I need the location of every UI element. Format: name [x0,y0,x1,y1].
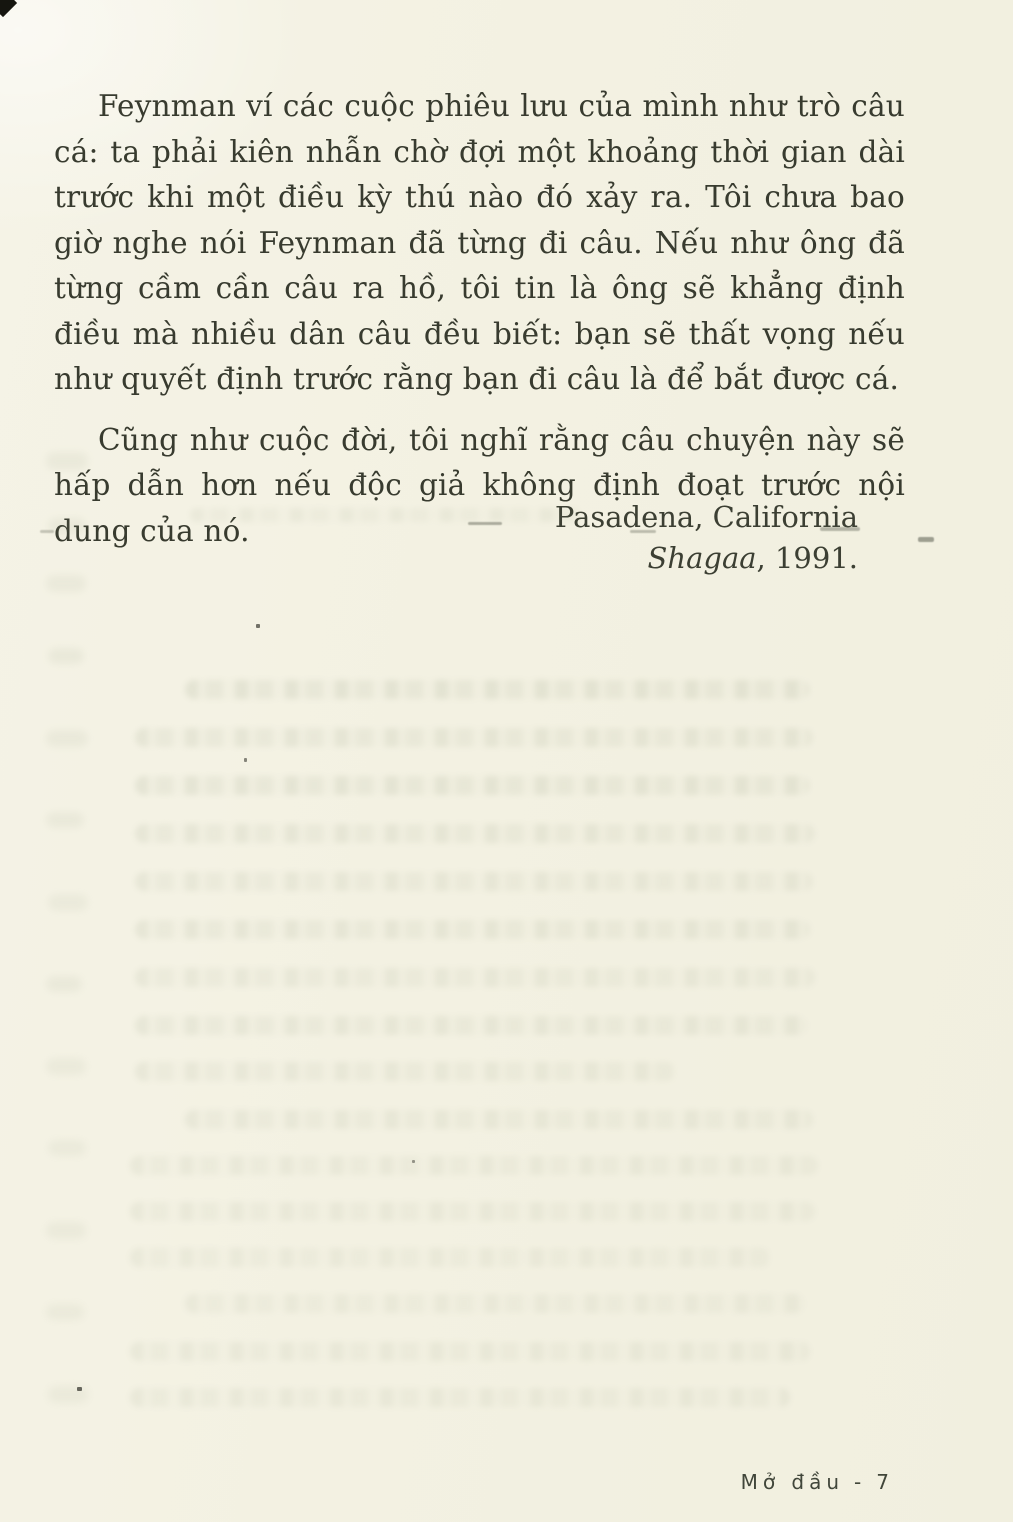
margin-ghost-mark [46,1304,84,1320]
margin-ghost-mark [46,575,86,592]
bleed-through-line [130,1156,818,1175]
smudge-dash [630,530,656,533]
bleed-through-line [130,1248,770,1267]
footer-separator: - [854,1470,867,1494]
paragraph-2: Cũng như cuộc đời, tôi nghĩ rằng câu chuyện này sẽ hấp dẫn hơn nếu độc giả không định đoạt trước nội dung của nó. [54,422,905,548]
page-footer [741,1470,894,1494]
dust-speck [244,758,247,762]
margin-ghost-mark [48,1386,88,1403]
bleed-through-line [130,1388,790,1407]
signature-year: , 1991. [756,541,858,575]
smudge-dash [468,522,502,525]
bleed-through-line [135,920,810,939]
bleed-through-line [135,776,810,795]
margin-ghost-mark [48,518,86,534]
bleed-through-line [135,872,813,891]
footer-section-title: Mở đầu [740,1470,845,1494]
bleed-through-line [135,968,815,987]
margin-ghost-mark [46,730,88,747]
footer-page-number: 7 [876,1470,894,1494]
bleed-through-line [135,728,813,747]
signature-name: Shagaa [647,541,757,575]
margin-ghost-mark [46,812,84,828]
scan-corner-mark [0,0,17,17]
smudge-dash [918,537,934,542]
bleed-through-line [185,1110,813,1129]
paragraph-1: Feynman ví các cuộc phiêu lưu của mình như trò câu cá: ta phải kiên nhẫn chờ đợi một khoảng thời gian dài trước khi một điều kỳ thú nào đó xảy ra. Tôi chưa bao giờ nghe nói Feynman đã từng đi câu. Nếu như ông đã từng cầm cần câu ra hồ, tôi tin là ông sẽ khẳng định điều mà nhiều dân câu đều biết: bạn sẽ thất vọng nếu như quyết định trước rằng bạn đi câu là để bắt được cá. [54,89,905,396]
margin-ghost-mark [48,894,88,911]
bleed-through-line [185,1294,805,1313]
bleed-through-line [130,1202,815,1221]
body-text [54,84,905,554]
bleed-through-line [185,680,810,699]
dust-speck [77,1387,82,1391]
bleed-through-line [130,1342,810,1361]
margin-ghost-mark [48,648,84,664]
bleed-through-line [135,824,815,843]
signature-place: Pasadena, California [554,500,858,534]
bleed-through-line [135,1016,807,1035]
smudge-dash [820,527,860,531]
margin-ghost-mark [46,1058,86,1075]
margin-ghost-mark [46,976,82,992]
signature-block [555,497,858,579]
dust-speck [256,624,260,628]
smudge-band [190,508,580,522]
margin-ghost-mark [46,452,88,470]
bleed-through-line [135,1062,675,1081]
margin-ghost-mark [48,1140,86,1156]
margin-ghost-mark [46,1222,86,1239]
dust-speck [412,1160,415,1163]
signature-date [555,538,858,579]
